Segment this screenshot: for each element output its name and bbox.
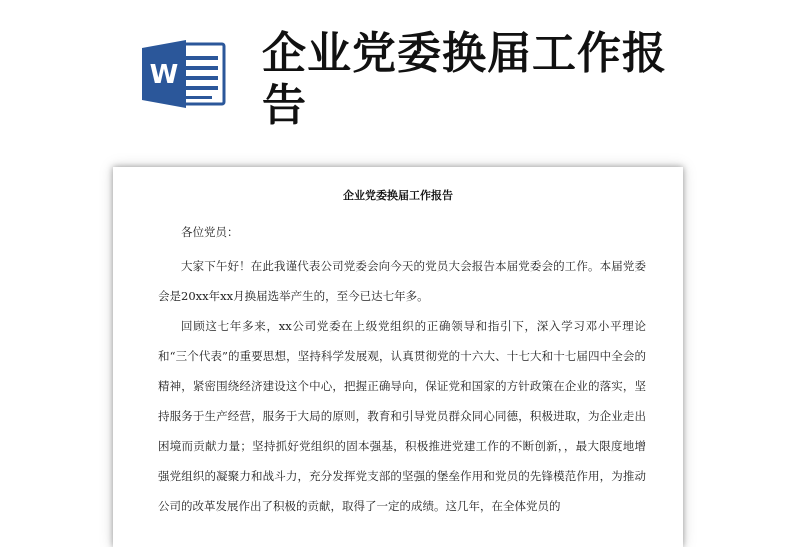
document-body [158, 217, 646, 521]
banner [0, 0, 800, 160]
banner-title: 企业党委换届工作报告 [262, 28, 667, 131]
salutation: 各位党员： [181, 225, 239, 239]
paragraph-2: 回顾这七年多来，xx公司党委在上级党组织的正确领导和指引下，深入学习邓小平理论和“三个代表”的重要思想，坚持科学发展观，认真贯彻党的十六大、十七大和十七届四中全会的精神，紧密围绕经济建设这个中心，把握正确导向，保证党和国家的方针政策在企业的落实，坚持服务于生产经营，服务于大局的原则，教育和引导党员群众同心同德，积极进取，为企业走出困境而贡献力量；坚持抓好党组织的固本强基，积极推进党建工作的不断创新，，最大限度地增强党组织的凝聚力和战斗力，充分发挥党支部的坚强的堡垒作用和党员的先锋模范作用，为推动公司的改革发展作出了积极的贡献，取得了一定的成绩。这几年，在全体党员的 [158, 319, 646, 513]
document-page [113, 167, 683, 547]
paragraph-1: 大家下午好！在此我谨代表公司党委会向今天的党员大会报告本届党委会的工作。本届党委会是20xx年xx月换届选举产生的，至今已达七年多。 [158, 259, 646, 303]
document-title: 企业党委换届工作报告 [343, 189, 453, 202]
word-document-icon [140, 38, 230, 110]
word-icon-letter: W [149, 60, 179, 90]
